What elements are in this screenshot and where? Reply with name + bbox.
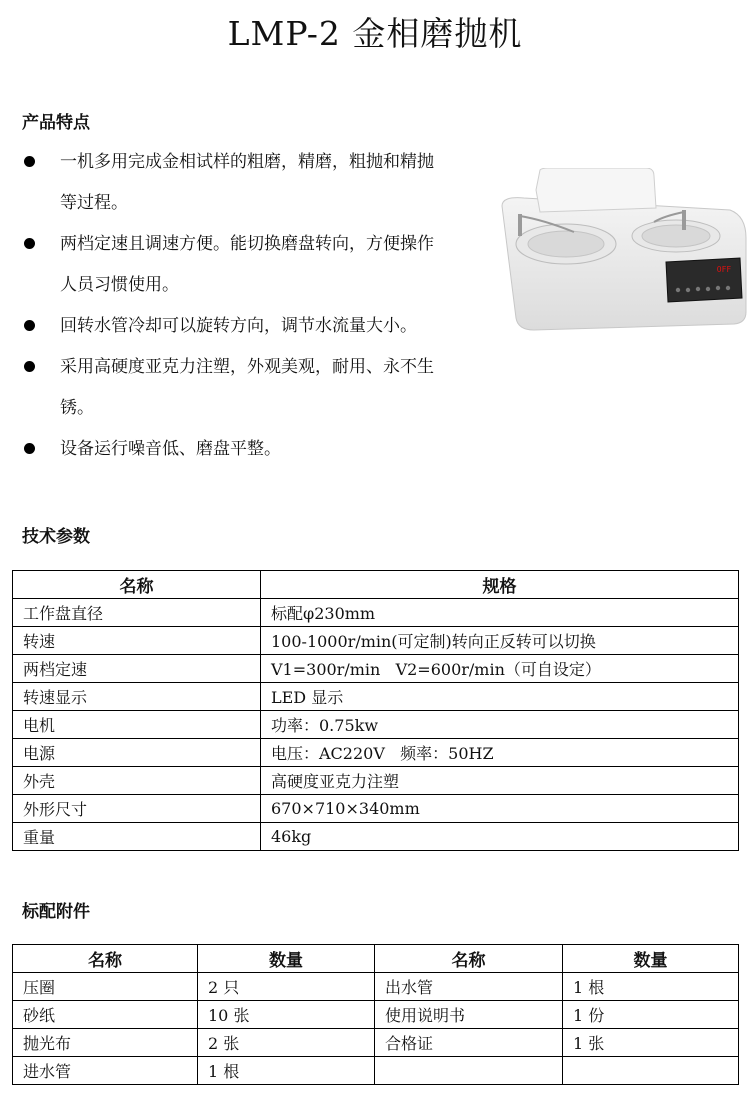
table-cell: 使用说明书 — [375, 1001, 563, 1029]
table-cell: 100-1000r/min(可定制)转向正反转可以切换 — [261, 627, 739, 655]
table-cell: 1 根 — [563, 973, 739, 1001]
table-cell: 1 份 — [563, 1001, 739, 1029]
accessories-table — [12, 944, 739, 1085]
table-cell: 合格证 — [375, 1029, 563, 1057]
feature-line: 人员习惯使用。 — [60, 275, 179, 295]
table-header: 名称 — [13, 945, 198, 973]
table-cell: 1 根 — [198, 1057, 375, 1085]
specs-table — [12, 570, 739, 851]
feature-line: 锈。 — [60, 398, 94, 418]
table-row — [13, 599, 739, 627]
table-row — [13, 683, 739, 711]
table-cell: V1=300r/min V2=600r/min（可自设定） — [261, 655, 739, 683]
page-title: LMP-2 金相磨抛机 — [227, 14, 523, 53]
table-header: 数量 — [198, 945, 375, 973]
table-cell: 功率：0.75kw — [261, 711, 739, 739]
display-text: OFF — [716, 265, 732, 274]
table-cell: 进水管 — [13, 1057, 198, 1085]
feature-line: 一机多用完成金相试样的粗磨，精磨，粗抛和精抛 — [60, 152, 434, 172]
table-row — [13, 795, 739, 823]
specs-heading: 技术参数 — [22, 527, 90, 547]
table-row — [13, 823, 739, 851]
feature-line: 回转水管冷却可以旋转方向，调节水流量大小。 — [60, 316, 417, 336]
table-cell: 两档定速 — [13, 655, 261, 683]
table-cell: 转速 — [13, 627, 261, 655]
table-header: 名称 — [13, 571, 261, 599]
table-cell: 670×710×340mm — [261, 795, 739, 823]
table-row — [13, 627, 739, 655]
bullet-icon — [24, 320, 35, 331]
table-cell: 砂纸 — [13, 1001, 198, 1029]
feature-line: 两档定速且调速方便。能切换磨盘转向，方便操作 — [60, 234, 434, 254]
table-cell: 工作盘直径 — [13, 599, 261, 627]
table-header: 名称 — [375, 945, 563, 973]
bullet-icon — [24, 443, 35, 454]
table-cell: 2 只 — [198, 973, 375, 1001]
table-row — [13, 1001, 739, 1029]
feature-line: 设备运行噪音低、磨盘平整。 — [60, 439, 281, 459]
table-row — [13, 655, 739, 683]
table-row — [13, 1029, 739, 1057]
table-cell: 高硬度亚克力注塑 — [261, 767, 739, 795]
table-cell: 标配φ230mm — [261, 599, 739, 627]
bullet-icon — [24, 361, 35, 372]
table-cell — [375, 1057, 563, 1085]
table-row — [13, 1057, 739, 1085]
table-header: 规格 — [261, 571, 739, 599]
table-cell — [563, 1057, 739, 1085]
table-cell: LED 显示 — [261, 683, 739, 711]
feature-list — [22, 142, 482, 470]
table-cell: 外壳 — [13, 767, 261, 795]
table-row — [13, 973, 739, 1001]
table-header: 数量 — [563, 945, 739, 973]
accessories-heading: 标配附件 — [22, 902, 90, 922]
table-cell: 重量 — [13, 823, 261, 851]
feature-item — [22, 142, 482, 224]
table-cell: 电压：AC220V 频率：50HZ — [261, 739, 739, 767]
feature-item — [22, 429, 482, 470]
table-header-row — [13, 571, 739, 599]
feature-item — [22, 306, 482, 347]
table-cell: 压圈 — [13, 973, 198, 1001]
table-cell: 电机 — [13, 711, 261, 739]
table-header-row — [13, 945, 739, 973]
table-cell: 抛光布 — [13, 1029, 198, 1057]
table-row — [13, 739, 739, 767]
table-cell: 电源 — [13, 739, 261, 767]
table-cell: 出水管 — [375, 973, 563, 1001]
table-row — [13, 767, 739, 795]
feature-item — [22, 347, 482, 429]
feature-item — [22, 224, 482, 306]
table-cell: 46kg — [261, 823, 739, 851]
machine-product-image — [494, 168, 750, 338]
table-cell: 外形尺寸 — [13, 795, 261, 823]
bullet-icon — [24, 238, 35, 249]
table-row — [13, 711, 739, 739]
feature-line: 采用高硬度亚克力注塑，外观美观，耐用、永不生 — [60, 357, 434, 377]
table-cell: 2 张 — [198, 1029, 375, 1057]
features-heading: 产品特点 — [22, 113, 90, 133]
table-cell: 1 张 — [563, 1029, 739, 1057]
table-cell: 10 张 — [198, 1001, 375, 1029]
bullet-icon — [24, 156, 35, 167]
feature-line: 等过程。 — [60, 193, 128, 213]
table-cell: 转速显示 — [13, 683, 261, 711]
